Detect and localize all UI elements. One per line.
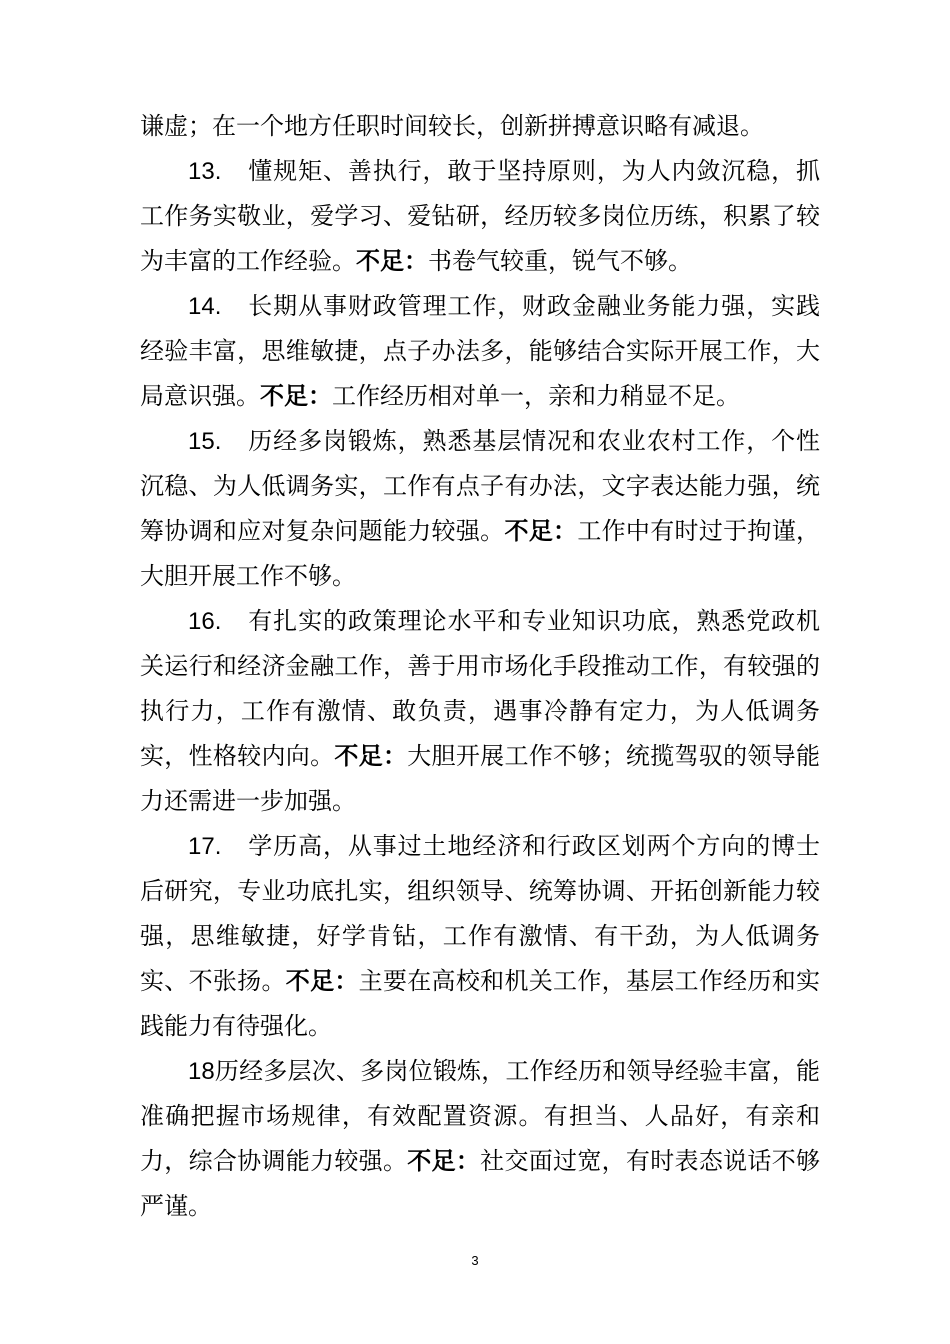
- paragraph-text: 学历高，从事过土地经济和行政区划两个方向的博士后研究，专业功底扎实，组织领导、统筹协调、开拓创新能力较强，思维敏捷，好学肯钻，工作有激情、有干劲，为人低调务实、不张扬。: [140, 832, 820, 995]
- shortcoming-text: 工作经历相对单一，亲和力稍显不足。: [332, 382, 740, 410]
- paragraph-16: [140, 599, 820, 824]
- item-number: 14.: [188, 293, 222, 320]
- shortcoming-label: 不足：: [504, 517, 578, 545]
- item-number: 15.: [188, 428, 222, 455]
- paragraph-17: [140, 824, 820, 1049]
- paragraph-text: 历经多层次、多岗位锻炼，工作经历和领导经验丰富，能准确把握市场规律，有效配置资源。有担当、人品好，有亲和力，综合协调能力较强。: [140, 1057, 820, 1175]
- shortcoming-text: 社交面过宽，有时表态说话不够严谨。: [140, 1147, 821, 1220]
- paragraph-text: 历经多岗锻炼，熟悉基层情况和农业农村工作，个性沉稳、为人低调务实，工作有点子有办法，文字表达能力强，统筹协调和应对复杂问题能力较强。: [140, 427, 820, 545]
- shortcoming-label: 不足：: [356, 247, 428, 275]
- shortcoming-text: 书卷气较重，锐气不够。: [428, 247, 692, 275]
- item-number: 17.: [188, 833, 222, 860]
- paragraph-text: 有扎实的政策理论水平和专业知识功底，熟悉党政机关运行和经济金融工作，善于用市场化手段推动工作，有较强的执行力，工作有激情、敢负责，遇事冷静有定力，为人低调务实，性格较内向。: [140, 607, 820, 770]
- item-number: 18: [188, 1058, 215, 1085]
- paragraph-15: [140, 419, 820, 599]
- paragraph-18: [140, 1049, 820, 1229]
- paragraph-continuation: [140, 104, 820, 149]
- shortcoming-label: 不足：: [334, 742, 408, 770]
- paragraph-text: 谦虚；在一个地方任职时间较长，创新拼搏意识略有减退。: [140, 112, 764, 140]
- paragraph-14: [140, 284, 820, 419]
- paragraph-text: 长期从事财政管理工作，财政金融业务能力强，实践经验丰富，思维敏捷，点子办法多，能够结合实际开展工作，大局意识强。: [140, 292, 820, 410]
- page-number: 3: [471, 1253, 479, 1268]
- item-number: 13.: [188, 158, 222, 185]
- paragraph-13: [140, 149, 820, 284]
- shortcoming-label: 不足：: [407, 1147, 481, 1175]
- shortcoming-text: 大胆开展工作不够；统揽驾驭的领导能力还需进一步加强。: [140, 742, 821, 815]
- shortcoming-text: 工作中有时过于拘谨，大胆开展工作不够。: [140, 517, 821, 590]
- shortcoming-text: 主要在高校和机关工作，基层工作经历和实践能力有待强化。: [140, 967, 821, 1040]
- item-number: 16.: [188, 608, 222, 635]
- shortcoming-label: 不足：: [260, 382, 332, 410]
- shortcoming-label: 不足：: [285, 967, 359, 995]
- paragraph-text: 懂规矩、善执行，敢于坚持原则，为人内敛沉稳，抓工作务实敬业，爱学习、爱钻研，经历较多岗位历练，积累了较为丰富的工作经验。: [140, 157, 820, 275]
- document-body: [140, 104, 820, 1229]
